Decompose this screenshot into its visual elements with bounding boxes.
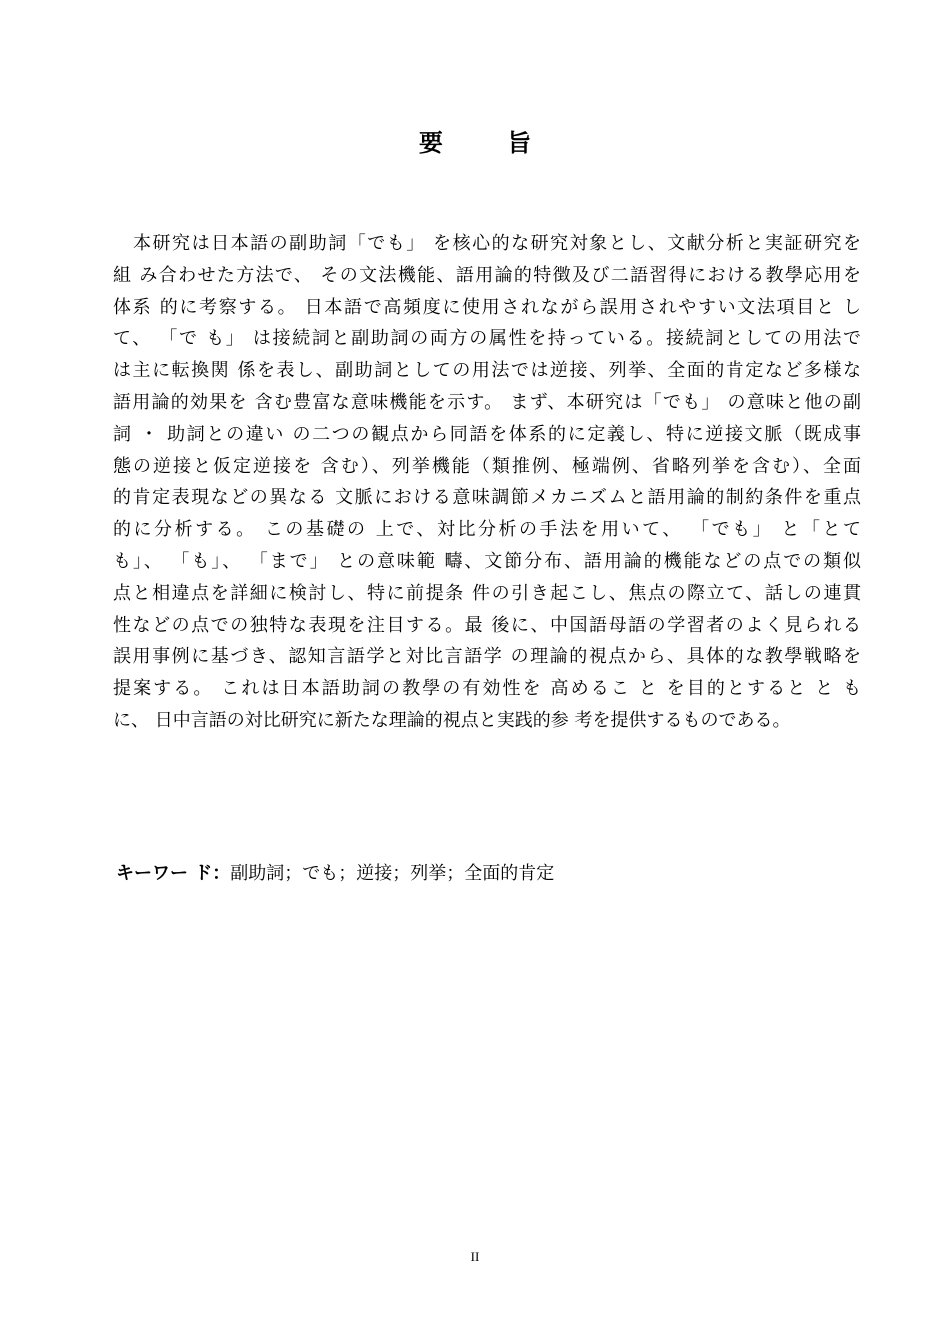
abstract-line: 的に分析する。 この基礎の 上で、対比分析の手法を用いて、 「でも」 と「とて bbox=[113, 519, 861, 541]
page-title: 要 旨 bbox=[418, 129, 560, 157]
abstract-line: 態の逆接と仮定逆接を 含む）、列挙機能（類推例、極端例、省略列挙を含む）、全面 bbox=[113, 455, 861, 477]
abstract-line: 的肯定表現などの異なる 文脈における意味調節メカニズムと語用論的制約条件を重点 bbox=[113, 487, 861, 509]
abstract-line: は主に転換関 係を表し、副助詞としての用法では逆接、列挙、全面的肯定など多様な bbox=[113, 360, 861, 382]
abstract-line: 点と相違点を詳細に検討し、特に前提条 件の引き起こし、焦点の際立て、話しの連貫 bbox=[113, 582, 861, 604]
page-number: II bbox=[470, 1249, 480, 1264]
keywords-label: キーワー ド： bbox=[116, 863, 231, 884]
abstract-line: 提案する。 これは日本語助詞の教學の有効性を 高めるこ と を目的とすると と も bbox=[113, 678, 861, 700]
abstract-line: も」、 「も」、 「まで」 との意味範 疇、文節分布、語用論的機能などの点での類似 bbox=[113, 550, 861, 572]
abstract-line: に、 日中言語の対比研究に新たな理論的視点と実践的参 考を提供するものである。 bbox=[113, 709, 791, 731]
abstract-line: 本研究は日本語の副助詞「でも」 を核心的な研究対象とし、文献分析と実証研究を bbox=[133, 233, 861, 254]
abstract-body bbox=[113, 228, 861, 737]
abstract-line: 誤用事例に基づき、認知言語学と対比言語学 の理論的視点から、具体的な教學戦略を bbox=[113, 646, 861, 668]
abstract-line: 組 み合わせた方法で、 その文法機能、語用論的特徴及び二語習得における教學応用を bbox=[113, 264, 861, 286]
abstract-line: て、 「で も」 は接続詞と副助詞の両方の属性を持っている。接続詞としての用法で bbox=[113, 328, 861, 350]
keywords-text: 副助詞；でも；逆接；列挙；全面的肯定 bbox=[230, 863, 555, 884]
abstract-line: 性などの点での独特な表現を注目する。最 後に、中国語母語の学習者のよく見られる bbox=[113, 614, 861, 636]
abstract-line: 語用論的効果を 含む豊富な意味機能を示す。 まず、本研究は「でも」 の意味と他の副 bbox=[113, 391, 861, 413]
abstract-line: 詞 ・ 助詞との違い の二つの観点から同語を体系的に定義し、特に逆接文脈（既成事 bbox=[113, 423, 861, 445]
abstract-line: 体系 的に考察する。 日本語で高頻度に使用されながら誤用されやすい文法項目と し bbox=[113, 296, 861, 318]
keywords bbox=[116, 858, 554, 890]
